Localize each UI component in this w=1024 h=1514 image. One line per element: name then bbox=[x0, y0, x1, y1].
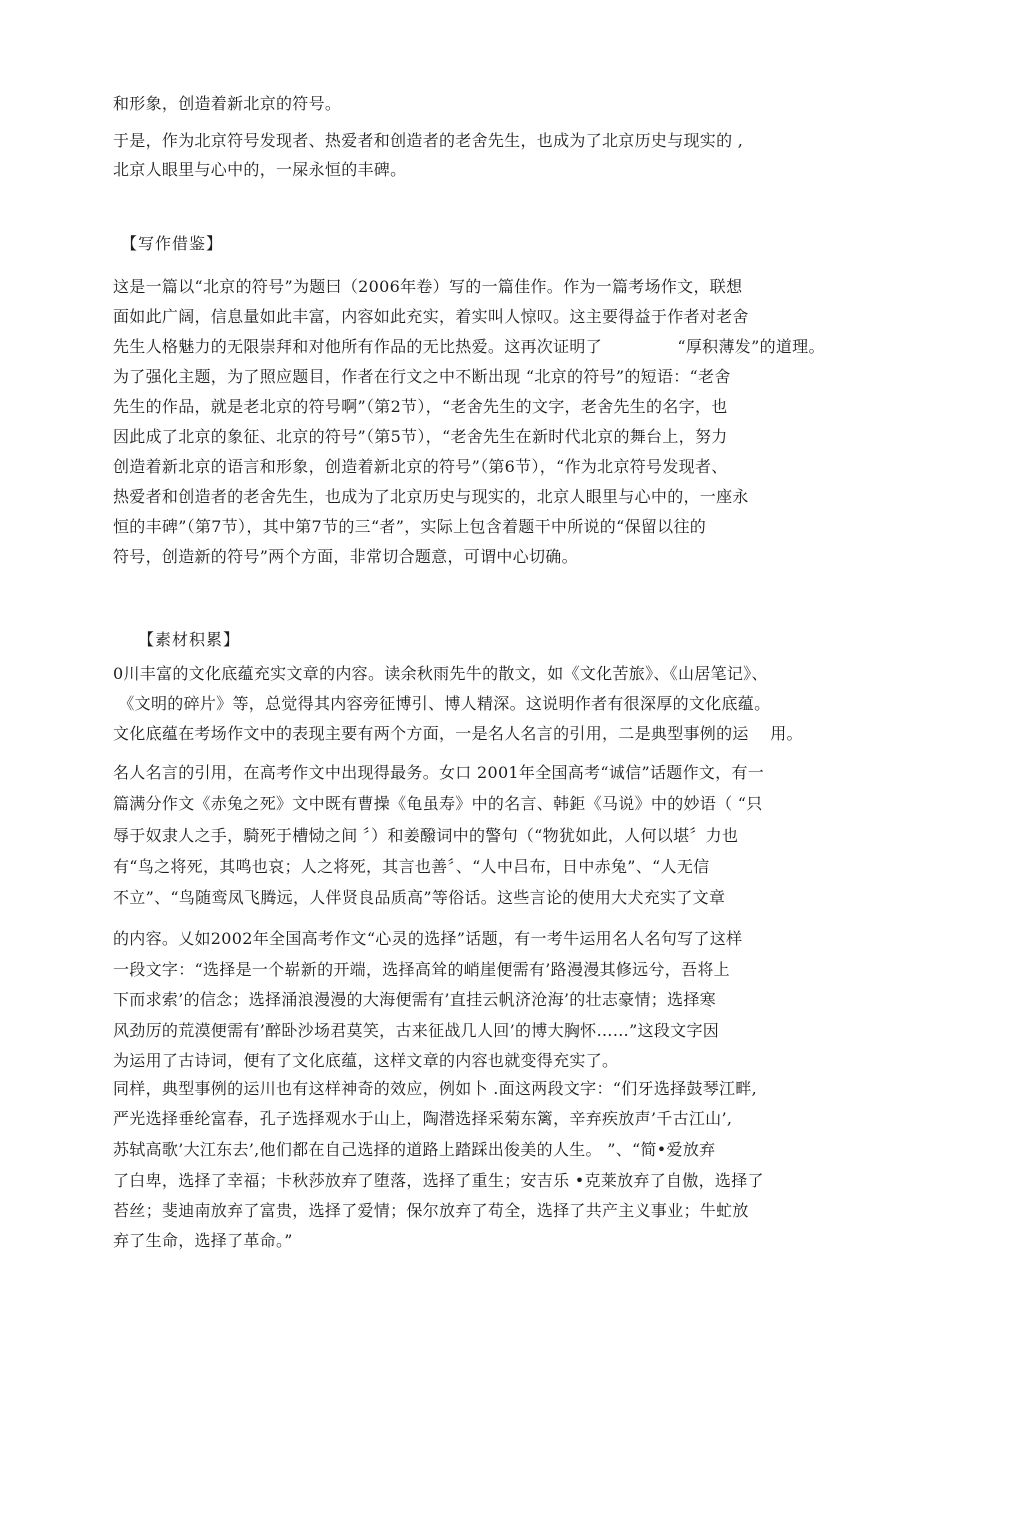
section-heading-material-accumulation: 【素材积累】 bbox=[138, 630, 241, 649]
paragraph-line: 风劲厉的荒漠便需有’醉卧沙场君莫笑，古来征战几人回’的博大胸怀……”这段文字因 bbox=[113, 1021, 720, 1040]
paragraph-line: 北京人眼里与心中的，一屎永恒的丰碑。 bbox=[113, 160, 407, 179]
paragraph-line: 于是，作为北京符号发现者、热爱者和创造者的老舍先生，也成为了北京历史与现实的 , bbox=[113, 131, 744, 150]
paragraph-line: 0川丰富的文化底蕴充实文章的内容。读余秋雨先牛的散文，如《文化苦旅》、《山居笔记》、 bbox=[113, 664, 768, 683]
paragraph-line: 同样，典型事例的运川也有这样神奇的效应，例如卜 .面这两段文字：“们牙选择鼓琴江畔, bbox=[113, 1079, 758, 1098]
paragraph-line: 一段文字：“选择是一个崭新的开端，选择高耸的峭崖便需有’路漫漫其修远兮，吾将上 bbox=[113, 960, 730, 979]
paragraph-line: 弃了生命，选择了革命。” bbox=[113, 1231, 293, 1250]
paragraph-line: 《文明的碎片》等，总觉得其内容旁征博引、博人精深。这说明作者有很深厚的文化底蕴。 bbox=[113, 694, 771, 713]
paragraph-line: 创造着新北京的语言和形象，创造着新北京的符号”（第6节），“作为北京符号发现者、 bbox=[113, 457, 728, 476]
paragraph-line: 这是一篇以“北京的符号”为题曰（2006年卷）写的一篇佳作。作为一篇考场作文，联想 bbox=[113, 277, 743, 296]
paragraph-line: 篇满分作文《赤兔之死》文中既有曹操《龟虽寿》中的名言、韩鉅《马说》中的妙语（ “只 bbox=[113, 794, 763, 813]
paragraph-line: 了白卑，选择了幸福；卡秋莎放弃了堕落，选择了重生；安吉乐 •克莱放弃了自傲，选择了 bbox=[113, 1171, 764, 1190]
paragraph-line: 面如此广阔，信息量如此丰富，内容如此充实，着实叫人惊叹。这主要得益于作者对老舍 bbox=[113, 307, 749, 326]
section-heading-writing-reference: 【写作借鉴】 bbox=[121, 234, 224, 253]
paragraph-line: 热爱者和创造者的老舍先生，也成为了北京历史与现实的，北京人眼里与心中的，一座永 bbox=[113, 487, 749, 506]
paragraph-line: 下而求索’的信念；选择涌浪漫漫的大海便需有’直挂云帆济沧海’的壮志豪情；选择寒 bbox=[113, 990, 716, 1009]
paragraph-line: 苏轼高歌’大江东去’,他们都在自己选择的道路上踏踩出俊美的人生。 ”、“简•爱放弃 bbox=[113, 1140, 716, 1159]
paragraph-line: 先生人格魅力的无限崇拜和对他所有作品的无比热爱。这再次证明了 “厚积薄发”的道理。 bbox=[113, 337, 825, 356]
paragraph-line: 因此成了北京的象征、北京的符号”（第5节），“老舍先生在新时代北京的舞台上，努力 bbox=[113, 427, 728, 446]
paragraph-line: 为运用了古诗词，便有了文化底蕴，这样文章的内容也就变得充实了。 bbox=[113, 1051, 619, 1070]
paragraph-line: 的内容。乂如2002年全国高考作文“心灵的选择”话题，有一考牛运用名人名句写了这样 bbox=[113, 929, 743, 948]
paragraph-line: 不立”、“鸟随鸾凤飞腾远，人伴贤良品质高”等俗话。这些言论的使用大犬充实了文章 bbox=[113, 888, 726, 907]
paragraph-line: 先生的作品，就是老北京的符号啊”（第2节），“老舍先生的文字，老舍先生的名字，也 bbox=[113, 397, 728, 416]
paragraph-line: 名人名言的引用，在高考作文中出现得最务。女口 2001年全国高考“诚信”话题作文，有一 bbox=[113, 763, 765, 782]
paragraph-line: 严光选择垂纶富春，孔子选择观水于山上，陶潜选择采菊东篱，辛弃疾放声’千古江山’, bbox=[113, 1109, 733, 1128]
paragraph-line: 恒的丰碑”（第7节），其中第7节的三“者”，实际上包含着题干中所说的“保留以往的 bbox=[113, 517, 707, 536]
paragraph-line: 符号，创造新的符号”两个方面，非常切合题意，可谓中心切确。 bbox=[113, 547, 578, 566]
paragraph-line: 文化底蕴在考场作文中的表现主要有两个方面，一是名人名言的引用，二是典型事例的运 用。 bbox=[113, 724, 803, 743]
paragraph-line: 为了强化主题，为了照应题目，作者在行文之中不断出现 “北京的符号”的短语：“老舍 bbox=[113, 367, 731, 386]
paragraph-line: 和形象，创造着新北京的符号。 bbox=[113, 94, 342, 113]
paragraph-line: 辱于奴隶人之手，騎死于槽恸之间 〞）和姜醱词中的警句（“物犹如此，人何以堪〞力也 bbox=[113, 826, 739, 845]
paragraph-line: 苔丝；斐迪南放弃了富贵，选择了爱情；保尔放弃了苟全，选择了共产主义事业；牛虻放 bbox=[113, 1201, 749, 1220]
paragraph-line: 有“鸟之将死，其鸣也哀；人之将死，其言也善〞、“人中吕布，日中赤兔”、“人无信 bbox=[113, 857, 710, 876]
